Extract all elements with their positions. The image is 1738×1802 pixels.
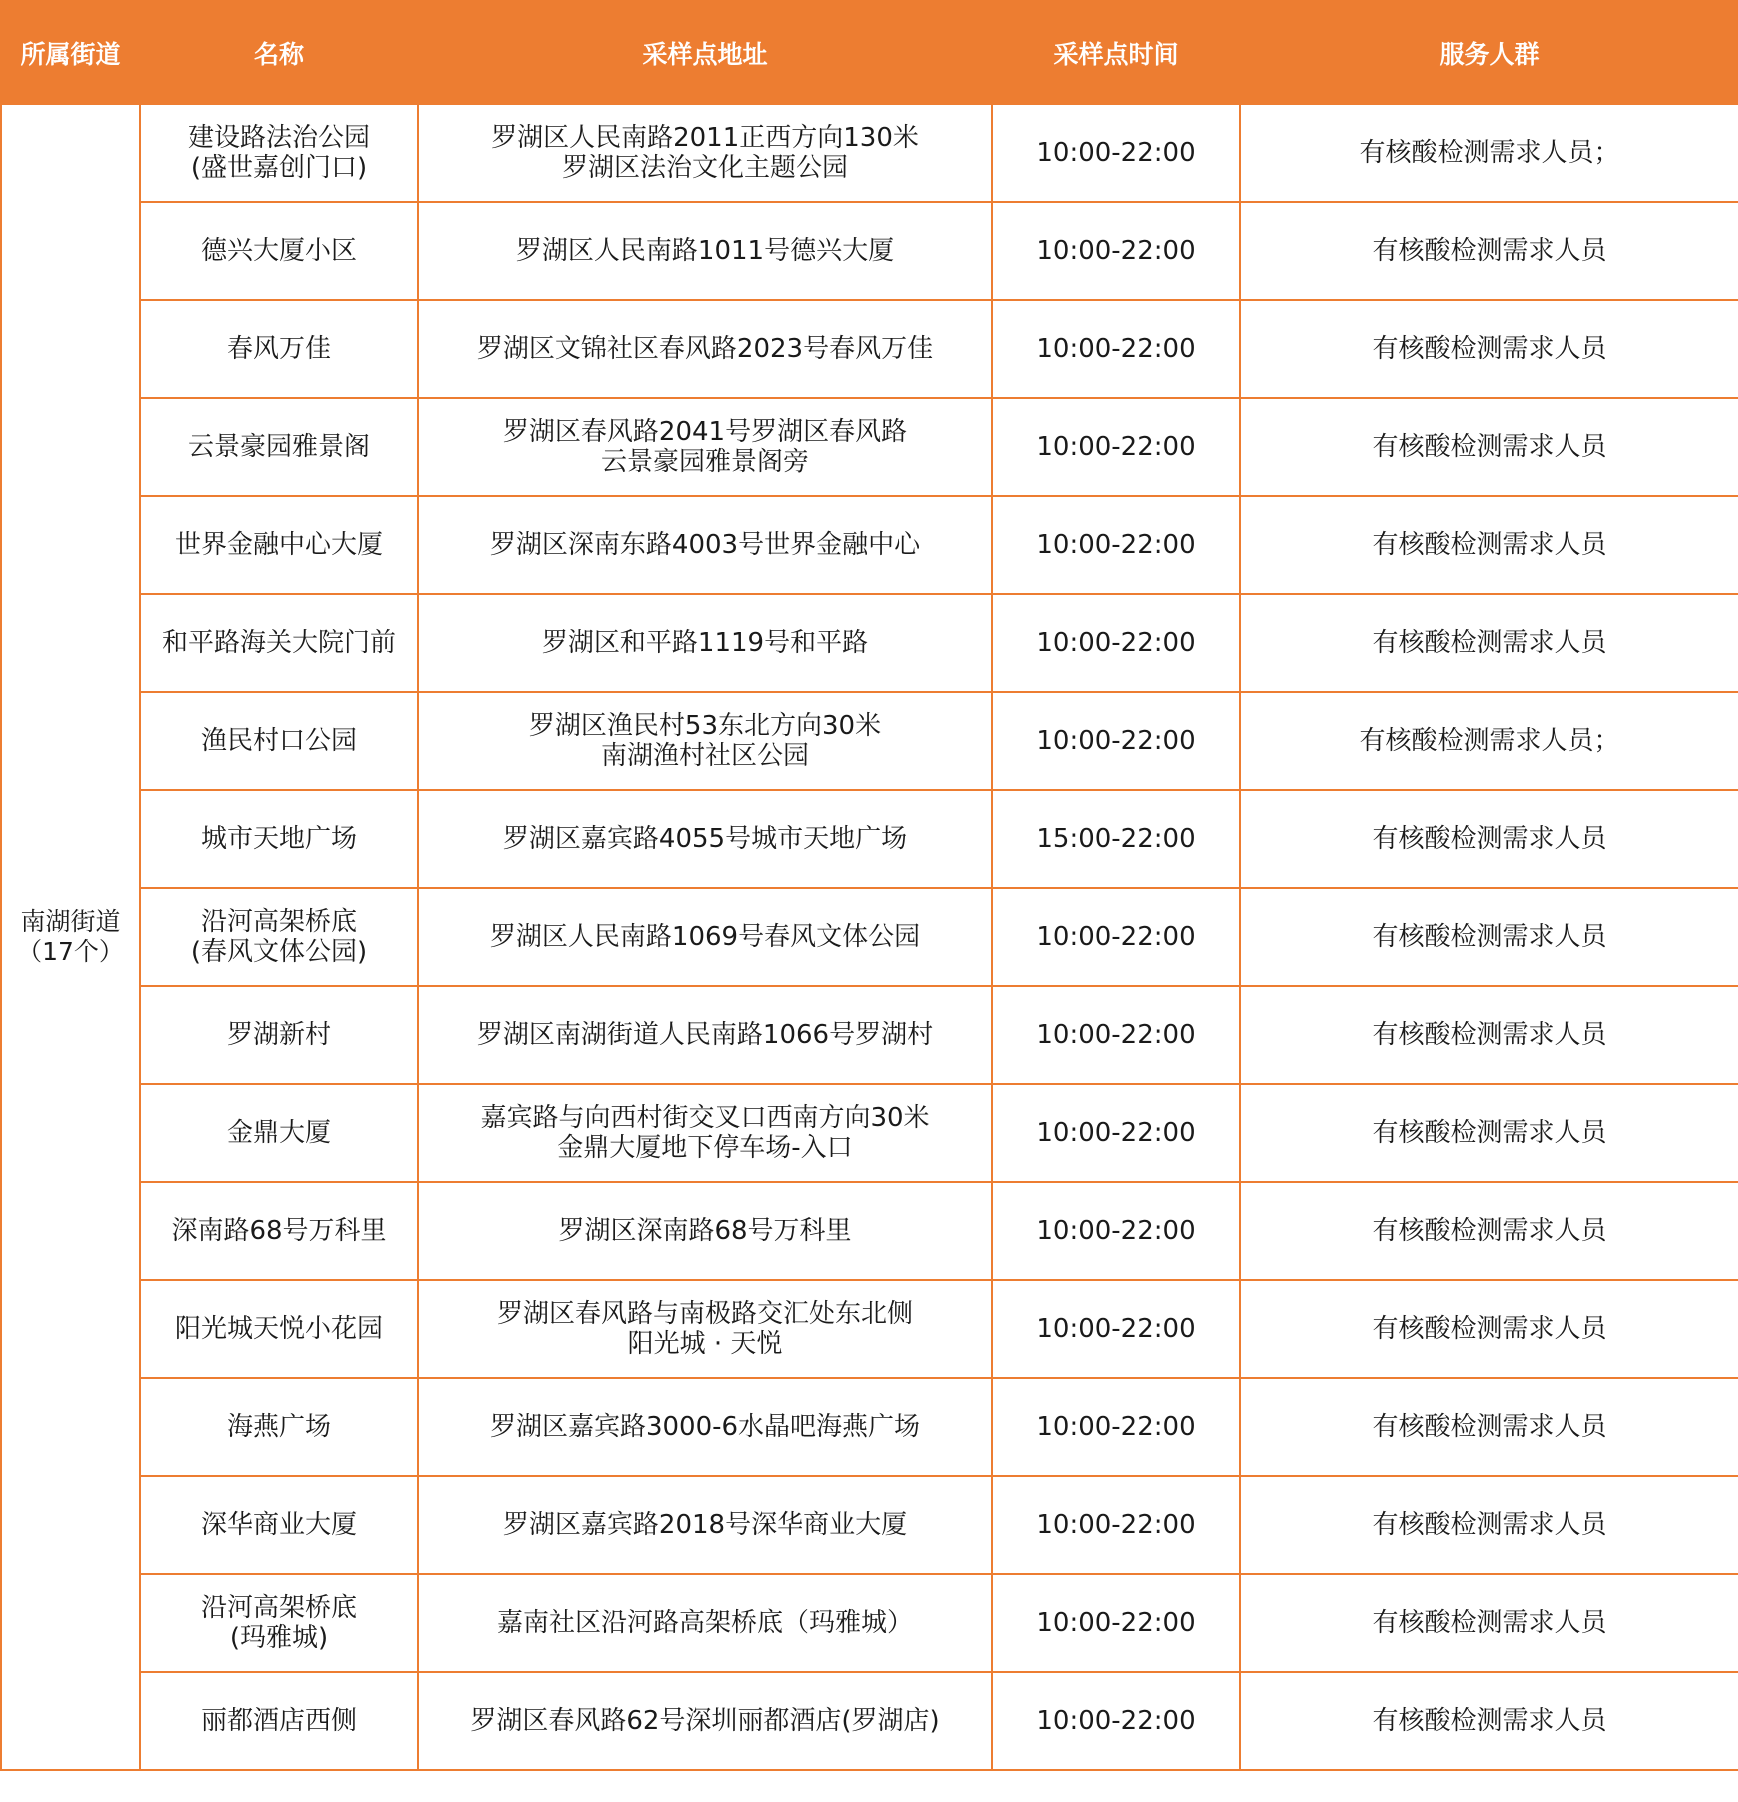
site-name-cell: 渔民村口公园: [140, 692, 418, 790]
site-name-cell: 建设路法治公园 (盛世嘉创门口): [140, 104, 418, 202]
site-address-cell: 罗湖区嘉宾路3000-6水晶吧海燕广场: [418, 1378, 992, 1476]
site-address-cell: 罗湖区人民南路2011正西方向130米 罗湖区法治文化主题公园: [418, 104, 992, 202]
site-time-cell: 10:00-22:00: [992, 496, 1240, 594]
site-name-cell: 世界金融中心大厦: [140, 496, 418, 594]
service-group-cell: 有核酸检测需求人员: [1240, 1084, 1738, 1182]
site-name-cell: 沿河高架桥底 (玛雅城): [140, 1574, 418, 1672]
site-name-cell: 城市天地广场: [140, 790, 418, 888]
header-name: 名称: [140, 1, 418, 104]
site-address-cell: 罗湖区人民南路1011号德兴大厦: [418, 202, 992, 300]
site-name-cell: 深南路68号万科里: [140, 1182, 418, 1280]
table-row: [1, 594, 1738, 692]
site-address-cell: 罗湖区嘉宾路2018号深华商业大厦: [418, 1476, 992, 1574]
site-name-cell: 罗湖新村: [140, 986, 418, 1084]
table-header: [1, 1, 1738, 104]
header-address: 采样点地址: [418, 1, 992, 104]
site-time-cell: 10:00-22:00: [992, 300, 1240, 398]
site-time-cell: 10:00-22:00: [992, 888, 1240, 986]
service-group-cell: 有核酸检测需求人员: [1240, 1280, 1738, 1378]
service-group-cell: 有核酸检测需求人员: [1240, 496, 1738, 594]
table-row: [1, 986, 1738, 1084]
site-address-cell: 罗湖区春风路62号深圳丽都酒店(罗湖店): [418, 1672, 992, 1770]
service-group-cell: 有核酸检测需求人员: [1240, 888, 1738, 986]
header-time: 采样点时间: [992, 1, 1240, 104]
service-group-cell: 有核酸检测需求人员: [1240, 1672, 1738, 1770]
site-address-cell: 罗湖区南湖街道人民南路1066号罗湖村: [418, 986, 992, 1084]
site-address-cell: 罗湖区春风路与南极路交汇处东北侧 阳光城 · 天悦: [418, 1280, 992, 1378]
table-row: [1, 300, 1738, 398]
site-name-cell: 深华商业大厦: [140, 1476, 418, 1574]
district-cell: 南湖街道 （17个）: [1, 104, 140, 1770]
table-row: [1, 692, 1738, 790]
site-time-cell: 10:00-22:00: [992, 104, 1240, 202]
site-name-cell: 海燕广场: [140, 1378, 418, 1476]
site-address-cell: 罗湖区渔民村53东北方向30米 南湖渔村社区公园: [418, 692, 992, 790]
table-row: [1, 202, 1738, 300]
site-name-cell: 沿河高架桥底 (春风文体公园): [140, 888, 418, 986]
table-row: [1, 104, 1738, 202]
service-group-cell: 有核酸检测需求人员: [1240, 1378, 1738, 1476]
site-name-cell: 春风万佳: [140, 300, 418, 398]
service-group-cell: 有核酸检测需求人员: [1240, 594, 1738, 692]
header-district: 所属街道: [1, 1, 140, 104]
site-time-cell: 10:00-22:00: [992, 1182, 1240, 1280]
site-name-cell: 和平路海关大院门前: [140, 594, 418, 692]
table-row: [1, 398, 1738, 496]
site-time-cell: 10:00-22:00: [992, 1280, 1240, 1378]
table-row: [1, 1182, 1738, 1280]
service-group-cell: 有核酸检测需求人员: [1240, 1476, 1738, 1574]
service-group-cell: 有核酸检测需求人员: [1240, 790, 1738, 888]
site-address-cell: 罗湖区嘉宾路4055号城市天地广场: [418, 790, 992, 888]
site-time-cell: 10:00-22:00: [992, 202, 1240, 300]
site-address-cell: 罗湖区深南路68号万科里: [418, 1182, 992, 1280]
table-row: [1, 1084, 1738, 1182]
header-row: [1, 1, 1738, 104]
service-group-cell: 有核酸检测需求人员；: [1240, 104, 1738, 202]
table-row: [1, 1672, 1738, 1770]
service-group-cell: 有核酸检测需求人员: [1240, 1182, 1738, 1280]
site-name-cell: 金鼎大厦: [140, 1084, 418, 1182]
site-time-cell: 10:00-22:00: [992, 594, 1240, 692]
service-group-cell: 有核酸检测需求人员；: [1240, 692, 1738, 790]
service-group-cell: 有核酸检测需求人员: [1240, 986, 1738, 1084]
service-group-cell: 有核酸检测需求人员: [1240, 300, 1738, 398]
site-time-cell: 10:00-22:00: [992, 1378, 1240, 1476]
site-name-cell: 丽都酒店西侧: [140, 1672, 418, 1770]
table-body: [1, 104, 1738, 1770]
service-group-cell: 有核酸检测需求人员: [1240, 1574, 1738, 1672]
site-time-cell: 10:00-22:00: [992, 692, 1240, 790]
table-row: [1, 1280, 1738, 1378]
site-address-cell: 罗湖区和平路1119号和平路: [418, 594, 992, 692]
service-group-cell: 有核酸检测需求人员: [1240, 202, 1738, 300]
site-address-cell: 罗湖区人民南路1069号春风文体公园: [418, 888, 992, 986]
site-name-cell: 德兴大厦小区: [140, 202, 418, 300]
site-time-cell: 10:00-22:00: [992, 1084, 1240, 1182]
site-name-cell: 阳光城天悦小花园: [140, 1280, 418, 1378]
table-row: [1, 1476, 1738, 1574]
site-address-cell: 嘉南社区沿河路高架桥底（玛雅城）: [418, 1574, 992, 1672]
site-address-cell: 罗湖区深南东路4003号世界金融中心: [418, 496, 992, 594]
header-service-group: 服务人群: [1240, 1, 1738, 104]
site-time-cell: 10:00-22:00: [992, 398, 1240, 496]
table-row: [1, 1574, 1738, 1672]
table-row: [1, 1378, 1738, 1476]
table-row: [1, 496, 1738, 594]
site-time-cell: 15:00-22:00: [992, 790, 1240, 888]
service-group-cell: 有核酸检测需求人员: [1240, 398, 1738, 496]
site-address-cell: 罗湖区文锦社区春风路2023号春风万佳: [418, 300, 992, 398]
site-time-cell: 10:00-22:00: [992, 986, 1240, 1084]
site-name-cell: 云景豪园雅景阁: [140, 398, 418, 496]
site-address-cell: 罗湖区春风路2041号罗湖区春风路 云景豪园雅景阁旁: [418, 398, 992, 496]
site-time-cell: 10:00-22:00: [992, 1672, 1240, 1770]
site-time-cell: 10:00-22:00: [992, 1574, 1240, 1672]
table-row: [1, 888, 1738, 986]
site-address-cell: 嘉宾路与向西村街交叉口西南方向30米 金鼎大厦地下停车场-入口: [418, 1084, 992, 1182]
site-time-cell: 10:00-22:00: [992, 1476, 1240, 1574]
table-row: [1, 790, 1738, 888]
